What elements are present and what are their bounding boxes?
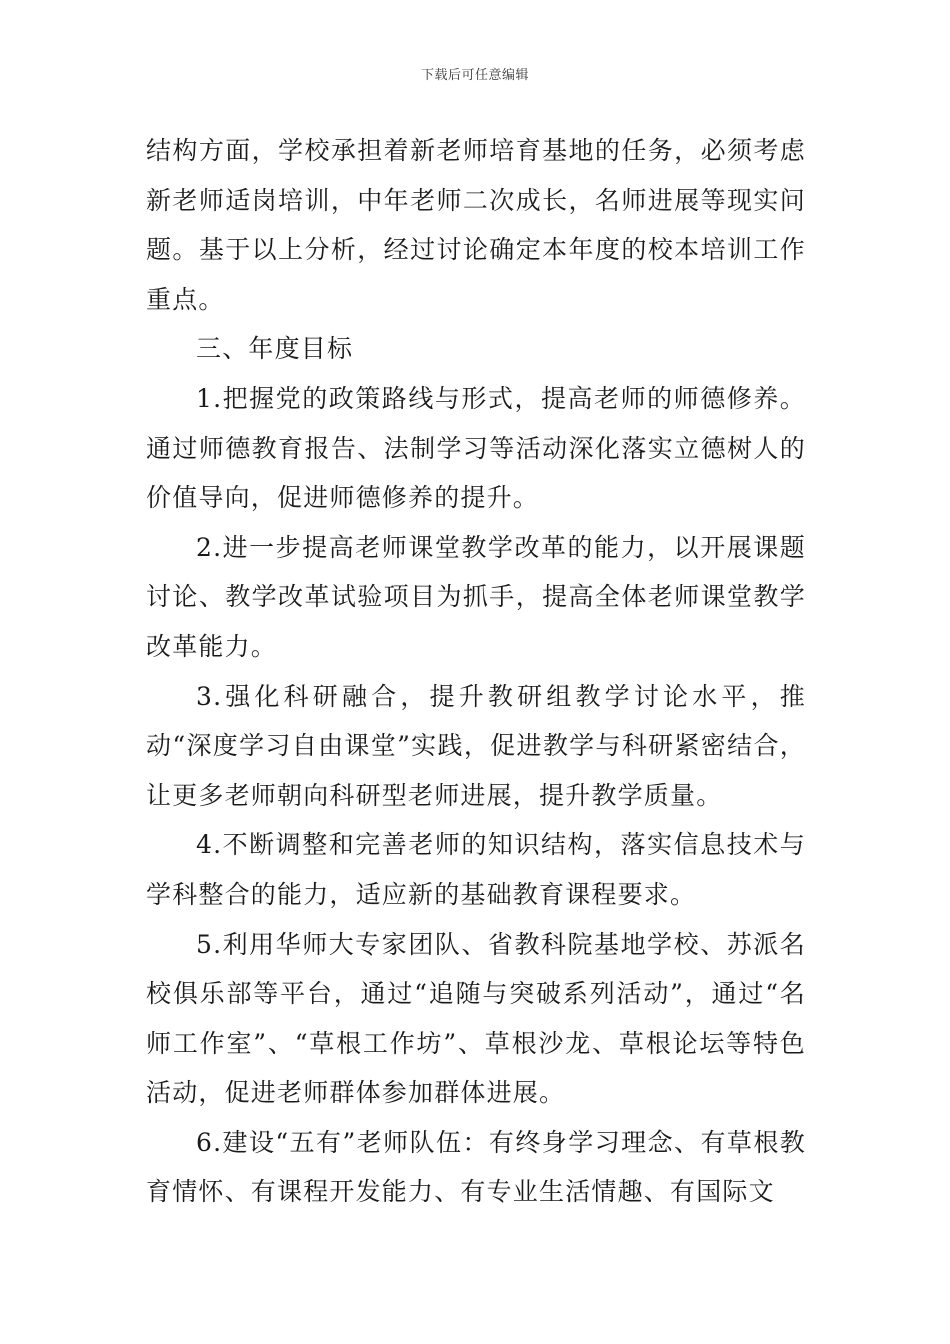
section-heading: 三、年度目标 bbox=[196, 334, 354, 364]
goal-item-6: 6.建设“五有”老师队伍：有终身学习理念、有草根教育情怀、有课程开发能力、有专业生活情趣、有国际文 bbox=[146, 1127, 806, 1207]
page-header: 下载后可任意编辑 bbox=[420, 68, 529, 83]
document-body bbox=[146, 126, 806, 1217]
goal-item-1: 1.把握党的政策路线与形式，提高老师的师德修养。通过师德教育报告、法制学习等活动深化落实立德树人的价值导向，促进师德修养的提升。 bbox=[146, 383, 806, 513]
goal-item-3: 3.强化科研融合，提升教研组教学讨论水平，推动“深度学习自由课堂”实践，促进教学与科研紧密结合，让更多老师朝向科研型老师进展，提升教学质量。 bbox=[146, 681, 806, 810]
goal-item-5: 5.利用华师大专家团队、省教科院基地学校、苏派名校俱乐部等平台，通过“追随与突破系列活动”，通过“名师工作室”、“草根工作坊”、草根沙龙、草根论坛等特色活动，促进老师群体参加群体进展。 bbox=[146, 929, 806, 1108]
paragraph-1: 结构方面，学校承担着新老师培育基地的任务，必须考虑新老师适岗培训，中年老师二次成长，名师进展等现实问题。基于以上分析，经过讨论确定本年度的校本培训工作重点。 bbox=[146, 136, 806, 314]
goal-item-2: 2.进一步提高老师课堂教学改革的能力，以开展课题讨论、教学改革试验项目为抓手，提高全体老师课堂教学改革能力。 bbox=[146, 532, 806, 661]
goal-item-4: 4.不断调整和完善老师的知识结构，落实信息技术与学科整合的能力，适应新的基础教育课程要求。 bbox=[146, 830, 806, 909]
